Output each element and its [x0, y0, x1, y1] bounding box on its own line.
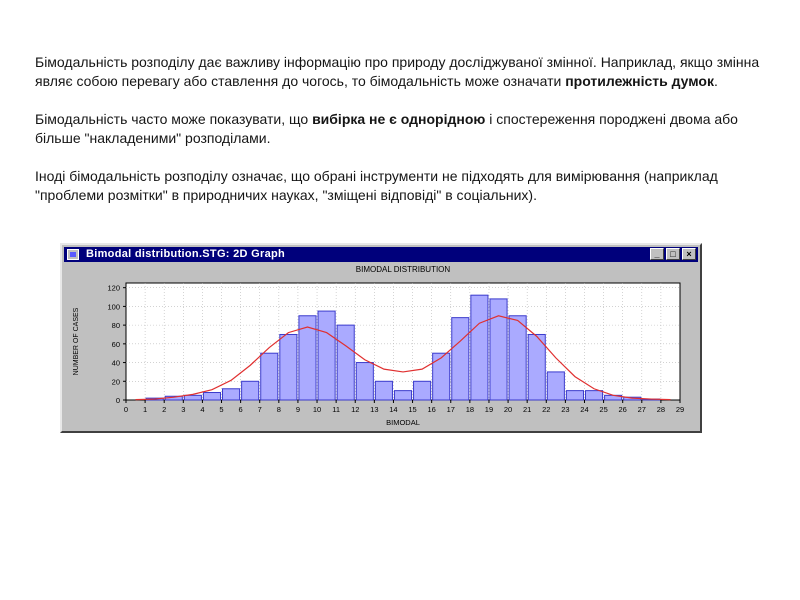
x-axis-label: BIMODAL	[386, 418, 420, 427]
bar-7	[261, 353, 278, 400]
x-tick-label: 14	[389, 405, 398, 414]
close-button[interactable]: ×	[682, 248, 696, 260]
emphasis-opposite-opinions: протилежність думок	[565, 73, 714, 89]
bar-24	[585, 391, 602, 400]
y-tick-label: 80	[111, 321, 120, 331]
maximize-button[interactable]: □	[666, 248, 680, 260]
bar-11	[337, 325, 354, 400]
x-tick-label: 17	[446, 405, 455, 414]
x-tick-label: 13	[370, 405, 379, 414]
x-tick-label: 8	[276, 405, 281, 414]
bimodal-histogram	[62, 245, 700, 431]
paragraph-1: Бімодальність розподілу дає важливу інформацію про природу досліджуваної змінної. Наприклад, якщо змінна являє собою перевагу або ставлення до чогось, то бімодальність може означати протилежність думок.	[35, 54, 760, 89]
x-tick-label: 21	[523, 405, 532, 414]
text-block	[35, 53, 775, 224]
y-tick-label: 0	[115, 396, 120, 405]
bar-8	[280, 334, 297, 400]
x-tick-label: 22	[542, 405, 551, 414]
x-tick-label: 6	[238, 405, 243, 414]
bar-4	[203, 393, 220, 400]
bar-6	[242, 381, 259, 400]
bar-23	[566, 391, 583, 400]
chart-title: BIMODAL DISTRIBUTION	[355, 265, 451, 274]
x-tick-label: 23	[561, 405, 570, 414]
bar-13	[375, 381, 392, 400]
bar-16	[433, 353, 450, 400]
x-tick-label: 1	[143, 405, 148, 414]
x-tick-label: 26	[618, 405, 627, 414]
x-tick-label: 4	[200, 405, 205, 414]
bar-22	[547, 372, 564, 400]
emphasis-sample-not-homogeneous: вибірка не є однорідною	[312, 111, 486, 127]
x-tick-label: 11	[332, 405, 341, 414]
bar-3	[184, 395, 201, 400]
x-tick-label: 16	[427, 405, 436, 414]
x-tick-label: 24	[580, 405, 589, 414]
bar-18	[471, 295, 488, 400]
y-tick-label: 120	[107, 283, 120, 293]
bar-10	[318, 311, 335, 400]
x-tick-label: 18	[465, 405, 475, 414]
x-tick-label: 15	[408, 405, 417, 414]
x-tick-label: 20	[503, 405, 513, 414]
minimize-button[interactable]: _	[650, 248, 664, 260]
y-tick-label: 40	[111, 358, 120, 368]
y-tick-label: 20	[111, 377, 120, 387]
bar-12	[356, 363, 373, 400]
paragraph-3: Іноді бімодальність розподілу означає, що обрані інструменти не підходять для вимірювання (наприклад "проблеми розмітки" в природничих науках, "зміщені відповіді" в соціальних).	[35, 168, 718, 203]
plot-area	[126, 283, 680, 400]
x-tick-label: 29	[675, 405, 685, 414]
x-tick-label: 2	[162, 405, 167, 414]
x-tick-label: 25	[599, 405, 608, 414]
x-tick-label: 9	[295, 405, 301, 414]
y-tick-label: 60	[111, 339, 120, 349]
paragraph-2: Бімодальність часто може показувати, що вибірка не є однорідною і спостереження породжені двома або більше "накладеними" розподілами.	[35, 111, 738, 146]
y-axis-label: NUMBER OF CASES	[73, 307, 80, 376]
window-title: Bimodal distribution.STG: 2D Graph	[86, 248, 286, 260]
x-tick-label: 3	[181, 405, 186, 414]
bar-20	[509, 316, 526, 400]
bar-19	[490, 299, 507, 400]
bar-17	[452, 318, 469, 400]
x-tick-label: 12	[351, 405, 360, 414]
x-tick-label: 7	[257, 405, 262, 414]
x-tick-label: 0	[123, 405, 129, 414]
bar-21	[528, 334, 545, 400]
x-tick-label: 19	[484, 405, 494, 414]
x-tick-label: 28	[656, 405, 666, 414]
x-tick-label: 5	[219, 405, 224, 414]
graph-window	[60, 243, 702, 433]
y-tick-label: 100	[107, 302, 120, 312]
x-tick-label: 10	[312, 405, 322, 414]
x-tick-label: 27	[637, 405, 646, 414]
bar-15	[414, 381, 431, 400]
bar-5	[223, 389, 240, 400]
bar-14	[394, 391, 411, 400]
